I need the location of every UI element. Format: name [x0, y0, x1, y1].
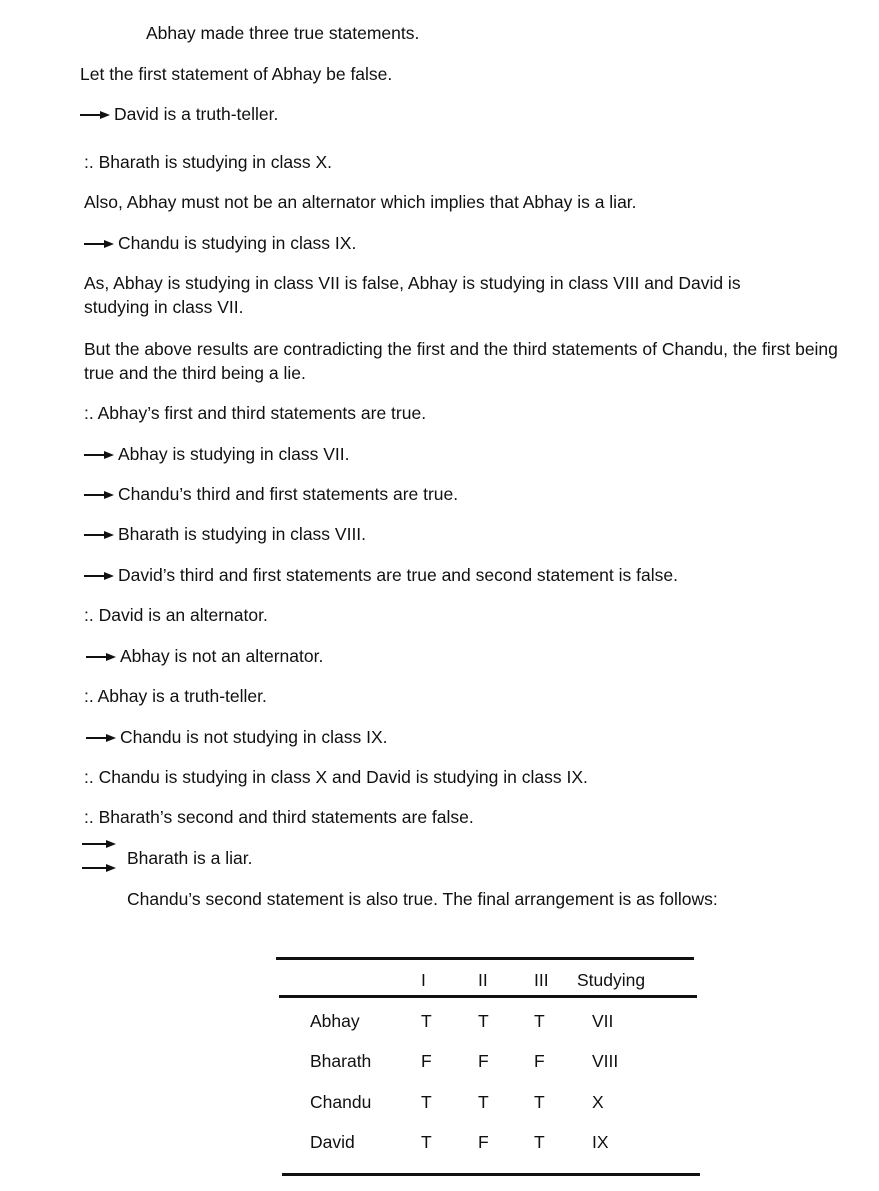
line-10 — [84, 442, 350, 466]
table-row-name: Bharath — [310, 1051, 372, 1071]
table-cell: T — [478, 1092, 489, 1112]
line-12 — [84, 522, 366, 546]
line-18 — [84, 765, 588, 789]
line-21-text: Chandu’s second statement is also true. The final arrangement is as follows: — [127, 889, 718, 909]
line-19 — [84, 805, 474, 829]
line-3-text: David is a truth-teller. — [114, 104, 279, 124]
table-cell: IX — [592, 1132, 609, 1152]
line-20-text: Bharath is a liar. — [127, 848, 253, 868]
table-cell: X — [592, 1092, 604, 1112]
header-col-studying: Studying — [577, 970, 646, 990]
line-11 — [84, 482, 458, 506]
right-arrow-icon — [82, 839, 116, 849]
line-17 — [86, 725, 388, 749]
line-5-text: Also, Abhay must not be an alternator which implies that Abhay is a liar. — [84, 192, 637, 212]
right-arrow-icon — [86, 652, 116, 662]
line-4-text: :. Bharath is studying in class X. — [84, 152, 333, 172]
right-arrow-icon — [86, 733, 116, 743]
right-arrow-icon — [80, 110, 110, 120]
line-8 — [84, 337, 854, 385]
line-20 — [127, 846, 252, 870]
table-top-rule — [276, 957, 694, 960]
right-arrow-icon — [84, 450, 114, 460]
line-16-text: :. Abhay is a truth-teller. — [84, 686, 267, 706]
line-10-text: Abhay is studying in class VII. — [118, 444, 350, 464]
line-4 — [84, 150, 332, 174]
line-15 — [86, 644, 323, 668]
table-cell: F — [478, 1051, 489, 1071]
table-cell: T — [534, 1011, 545, 1031]
table-cell: T — [534, 1092, 545, 1112]
right-arrow-icon — [84, 571, 114, 581]
line-18-text: :. Chandu is studying in class X and David is studying in class IX. — [84, 767, 588, 787]
line-14 — [84, 603, 268, 627]
table-row-name: David — [310, 1132, 355, 1152]
line-7 — [84, 271, 804, 319]
line-8-text: But the above results are contradicting the first and the third statements of Chandu, the first being true and the third being a lie. — [84, 339, 838, 383]
line-2-text: Let the first statement of Abhay be false. — [80, 64, 393, 84]
line-9-text: :. Abhay’s first and third statements are true. — [84, 403, 427, 423]
line-15-text: Abhay is not an alternator. — [120, 646, 324, 666]
line-12-text: Bharath is studying in class VIII. — [118, 524, 367, 544]
line-14-text: :. David is an alternator. — [84, 605, 268, 625]
line-13-text: David’s third and first statements are true and second statement is false. — [118, 565, 678, 585]
line-3 — [80, 102, 278, 126]
line-2 — [80, 62, 392, 86]
table-row-name: Abhay — [310, 1011, 360, 1031]
table-cell: T — [421, 1011, 432, 1031]
header-col-1: I — [421, 970, 426, 990]
table-cell: T — [478, 1011, 489, 1031]
line-21 — [127, 887, 718, 911]
table-cell: F — [421, 1051, 432, 1071]
header-col-2: II — [478, 970, 488, 990]
line-13 — [84, 563, 678, 587]
line-1 — [146, 21, 419, 45]
table-cell: T — [421, 1092, 432, 1112]
right-arrow-icon — [84, 490, 114, 500]
line-5 — [84, 190, 637, 214]
table-cell: VII — [592, 1011, 614, 1031]
right-arrow-icon — [84, 239, 114, 249]
line-11-text: Chandu’s third and first statements are true. — [118, 484, 459, 504]
line-7-text: As, Abhay is studying in class VII is false, Abhay is studying in class VIII and David is studying in class VII. — [84, 273, 741, 317]
line-6-text: Chandu is studying in class IX. — [118, 233, 357, 253]
table-cell: T — [421, 1132, 432, 1152]
line-17-text: Chandu is not studying in class IX. — [120, 727, 388, 747]
line-19-text: :. Bharath’s second and third statements are false. — [84, 807, 474, 827]
table-cell: F — [534, 1051, 545, 1071]
right-arrow-icon — [84, 530, 114, 540]
table-cell: T — [534, 1132, 545, 1152]
line-16 — [84, 684, 267, 708]
table-row-name: Chandu — [310, 1092, 372, 1112]
line-9 — [84, 401, 426, 425]
table-bottom-rule — [282, 1173, 700, 1176]
table-cell: VIII — [592, 1051, 619, 1071]
header-col-3: III — [534, 970, 549, 990]
line-6 — [84, 231, 356, 255]
line-1-text: Abhay made three true statements. — [146, 23, 420, 43]
table-header-rule — [279, 995, 697, 998]
right-arrow-icon — [82, 863, 116, 873]
table-cell: F — [478, 1132, 489, 1152]
